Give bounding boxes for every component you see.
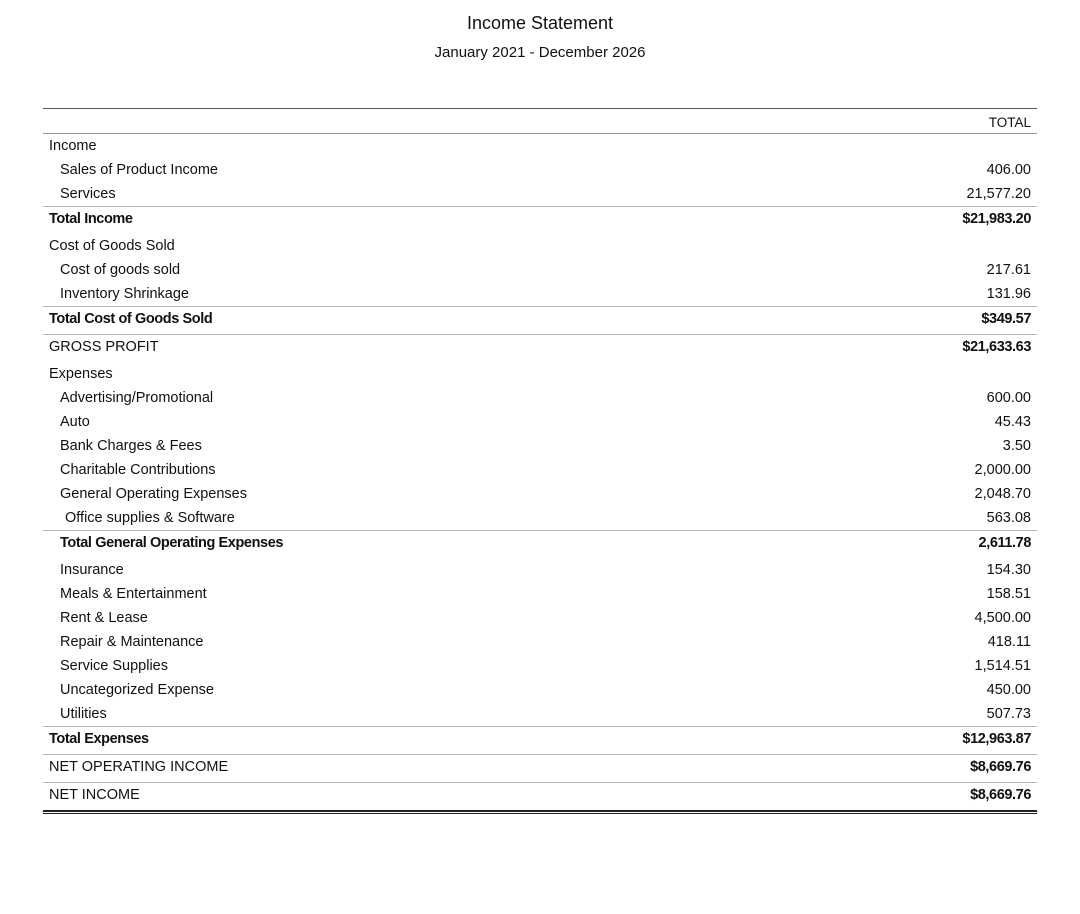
subtotal-label: Total General Operating Expenses [60,534,284,551]
table-row[interactable] [43,678,1037,702]
report-header [0,0,1080,63]
table-row[interactable] [43,630,1037,654]
total-amount[interactable]: $12,963.87 [962,730,1031,747]
account-label: Services [60,186,116,202]
table-row[interactable] [43,158,1037,182]
gross-profit-amount[interactable]: $21,633.63 [962,338,1031,355]
table-row[interactable] [43,258,1037,282]
section-heading-cogs[interactable] [43,234,1037,258]
net-operating-income-amount[interactable]: $8,669.76 [970,758,1031,775]
total-general-operating-row[interactable] [43,530,1037,554]
report-title: Income Statement [466,13,614,33]
section-heading-label: Expenses [49,366,113,382]
account-label: Charitable Contributions [60,462,216,478]
table-row-sub[interactable] [43,506,1037,530]
net-operating-income-label: NET OPERATING INCOME [49,758,229,775]
table-row[interactable] [43,282,1037,306]
account-amount[interactable]: 507.73 [986,706,1031,722]
column-header-row [43,108,1037,134]
total-income-row[interactable] [43,206,1037,230]
gross-profit-label: GROSS PROFIT [49,338,159,355]
total-expenses-row[interactable] [43,726,1037,750]
account-amount[interactable]: 563.08 [986,510,1031,526]
table-row[interactable] [43,410,1037,434]
total-label: Total Expenses [49,730,149,747]
account-amount[interactable]: 1,514.51 [974,658,1031,674]
account-amount[interactable]: 158.51 [986,586,1031,602]
column-header-total: TOTAL [988,115,1031,130]
account-amount[interactable]: 21,577.20 [966,186,1031,202]
account-amount[interactable]: 45.43 [994,414,1031,430]
section-heading-label: Income [49,138,97,154]
table-row[interactable] [43,606,1037,630]
net-income-label: NET INCOME [49,786,140,803]
total-label: Total Income [49,210,133,227]
report-period: January 2021 - December 2026 [434,44,646,61]
gross-profit-row[interactable] [43,334,1037,358]
account-amount[interactable]: 217.61 [986,262,1031,278]
table-row[interactable] [43,654,1037,678]
account-amount[interactable]: 418.11 [987,634,1031,650]
account-label: Cost of goods sold [60,262,181,278]
account-amount[interactable]: 2,048.70 [974,486,1031,502]
account-amount[interactable]: 154.30 [986,562,1031,578]
subtotal-amount[interactable]: 2,611.78 [978,534,1031,551]
account-amount[interactable]: 4,500.00 [974,610,1031,626]
table-row[interactable] [43,558,1037,582]
table-row[interactable] [43,434,1037,458]
table-row[interactable] [43,582,1037,606]
account-label: Sales of Product Income [60,162,218,178]
account-label: Inventory Shrinkage [60,286,189,302]
account-label: Utilities [60,706,107,722]
account-amount[interactable]: 3.50 [1002,438,1031,454]
account-label: Service Supplies [60,658,168,674]
net-operating-income-row[interactable] [43,754,1037,778]
section-heading-expenses[interactable] [43,362,1037,386]
net-income-amount[interactable]: $8,669.76 [970,786,1031,803]
account-label: Repair & Maintenance [60,634,204,650]
total-label: Total Cost of Goods Sold [49,310,213,327]
account-amount[interactable]: 406.00 [986,162,1031,178]
account-amount[interactable]: 2,000.00 [974,462,1031,478]
account-label: Uncategorized Expense [60,682,214,698]
table-row[interactable] [43,482,1037,506]
account-label: Bank Charges & Fees [60,438,202,454]
account-label: General Operating Expenses [60,486,247,502]
net-income-row[interactable] [43,782,1037,806]
table-row[interactable] [43,182,1037,206]
table-row[interactable] [43,458,1037,482]
section-heading-label: Cost of Goods Sold [49,238,175,254]
account-label: Auto [60,414,90,430]
account-amount[interactable]: 450.00 [986,682,1031,698]
account-label: Meals & Entertainment [60,586,207,602]
table-row[interactable] [43,386,1037,410]
account-label: Rent & Lease [60,610,148,626]
account-label: Office supplies & Software [65,510,235,526]
income-statement-table [43,108,1037,814]
total-amount[interactable]: $21,983.20 [962,210,1031,227]
account-amount[interactable]: 600.00 [986,390,1031,406]
account-label: Advertising/Promotional [60,390,214,406]
total-amount[interactable]: $349.57 [981,310,1031,327]
double-underline-divider [43,810,1037,814]
table-row[interactable] [43,702,1037,726]
account-label: Insurance [60,562,124,578]
section-heading-income[interactable] [43,134,1037,158]
account-amount[interactable]: 131.96 [986,286,1031,302]
total-cogs-row[interactable] [43,306,1037,330]
